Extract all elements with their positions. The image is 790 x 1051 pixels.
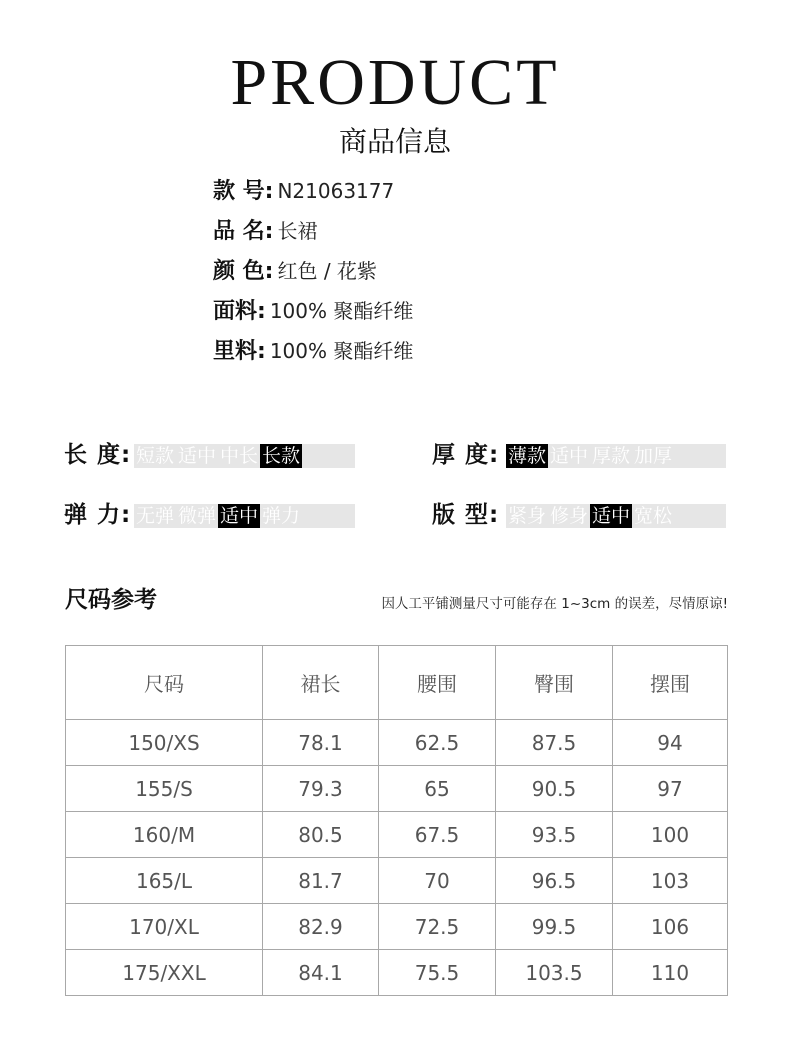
info-value: N21063177: [277, 179, 395, 203]
table-header-row: [66, 646, 728, 720]
table-cell: 103.5: [496, 950, 613, 996]
product-info: [213, 172, 413, 372]
attr-scale: [134, 504, 355, 528]
table-cell: 80.5: [263, 812, 379, 858]
attr-label: 版 型:: [432, 502, 500, 528]
attr-option: 弹力: [262, 505, 301, 527]
table-row: [66, 812, 728, 858]
attr-option: 中长: [220, 445, 259, 467]
table-row: [66, 766, 728, 812]
attr-option: 适中: [550, 445, 589, 467]
column-header: 腰围: [379, 646, 496, 720]
info-value: 100% 聚酯纤维: [269, 339, 414, 363]
info-row-name: [213, 212, 413, 252]
table-cell: 84.1: [263, 950, 379, 996]
attr-scale: [134, 444, 355, 468]
table-cell: 87.5: [496, 720, 613, 766]
attr-scale: [506, 504, 726, 528]
info-label: 面料:: [213, 299, 266, 324]
table-cell: 165/L: [66, 858, 263, 904]
table-row: [66, 858, 728, 904]
table-cell: 96.5: [496, 858, 613, 904]
table-cell: 78.1: [263, 720, 379, 766]
attr-scale: [506, 444, 726, 468]
attr-thickness: [432, 440, 673, 470]
info-label: 颜 色:: [213, 259, 274, 284]
attr-option: 宽松: [634, 505, 673, 527]
table-cell: 160/M: [66, 812, 263, 858]
info-row-fabric: [213, 292, 413, 332]
table-cell: 100: [613, 812, 728, 858]
table-cell: 75.5: [379, 950, 496, 996]
table-cell: 72.5: [379, 904, 496, 950]
info-row-color: [213, 252, 413, 292]
attr-option: 薄款: [508, 445, 547, 467]
page-title: PRODUCT: [230, 46, 560, 119]
table-cell: 93.5: [496, 812, 613, 858]
attr-option: 适中: [220, 505, 259, 527]
table-cell: 170/XL: [66, 904, 263, 950]
attr-label: 长 度:: [64, 442, 132, 468]
table-row: [66, 720, 728, 766]
table-row: [66, 950, 728, 996]
attr-label: 厚 度:: [432, 442, 500, 468]
column-header: 裙长: [263, 646, 379, 720]
table-cell: 99.5: [496, 904, 613, 950]
table-cell: 65: [379, 766, 496, 812]
attr-option: 加厚: [634, 445, 673, 467]
attr-option: 适中: [592, 505, 631, 527]
info-value: 长裙: [277, 219, 318, 243]
table-cell: 90.5: [496, 766, 613, 812]
table-cell: 62.5: [379, 720, 496, 766]
attr-option: 厚款: [592, 445, 631, 467]
attr-fit: [432, 500, 673, 530]
attr-option: 紧身: [508, 505, 547, 527]
table-cell: 155/S: [66, 766, 263, 812]
attr-option: 无弹: [136, 505, 175, 527]
attr-option: 适中: [178, 445, 217, 467]
info-label: 款 号:: [213, 179, 274, 204]
table-cell: 67.5: [379, 812, 496, 858]
attr-length: [64, 440, 301, 470]
table-cell: 150/XS: [66, 720, 263, 766]
attr-option: 微弹: [178, 505, 217, 527]
table-cell: 103: [613, 858, 728, 904]
column-header: 臀围: [496, 646, 613, 720]
size-table: [65, 645, 728, 996]
table-cell: 70: [379, 858, 496, 904]
info-row-lining: [213, 332, 413, 372]
table-cell: 81.7: [263, 858, 379, 904]
info-label: 里料:: [213, 339, 266, 364]
size-reference-title: 尺码参考: [65, 587, 157, 613]
attr-option: 长款: [262, 445, 301, 467]
size-reference-note: 因人工平铺测量尺寸可能存在 1~3cm 的误差，尽情原谅!: [381, 596, 728, 612]
attr-elasticity: [64, 500, 301, 530]
table-cell: 82.9: [263, 904, 379, 950]
table-row: [66, 904, 728, 950]
table-cell: 94: [613, 720, 728, 766]
table-cell: 106: [613, 904, 728, 950]
table-cell: 79.3: [263, 766, 379, 812]
table-cell: 175/XXL: [66, 950, 263, 996]
info-value: 红色 / 花紫: [277, 259, 377, 283]
column-header: 尺码: [66, 646, 263, 720]
attr-label: 弹 力:: [64, 502, 132, 528]
attr-option: 修身: [550, 505, 589, 527]
info-row-style-no: [213, 172, 413, 212]
info-value: 100% 聚酯纤维: [269, 299, 414, 323]
info-label: 品 名:: [213, 219, 274, 244]
table-cell: 97: [613, 766, 728, 812]
attr-option: 短款: [136, 445, 175, 467]
page-subtitle: 商品信息: [338, 125, 451, 158]
column-header: 摆围: [613, 646, 728, 720]
table-cell: 110: [613, 950, 728, 996]
